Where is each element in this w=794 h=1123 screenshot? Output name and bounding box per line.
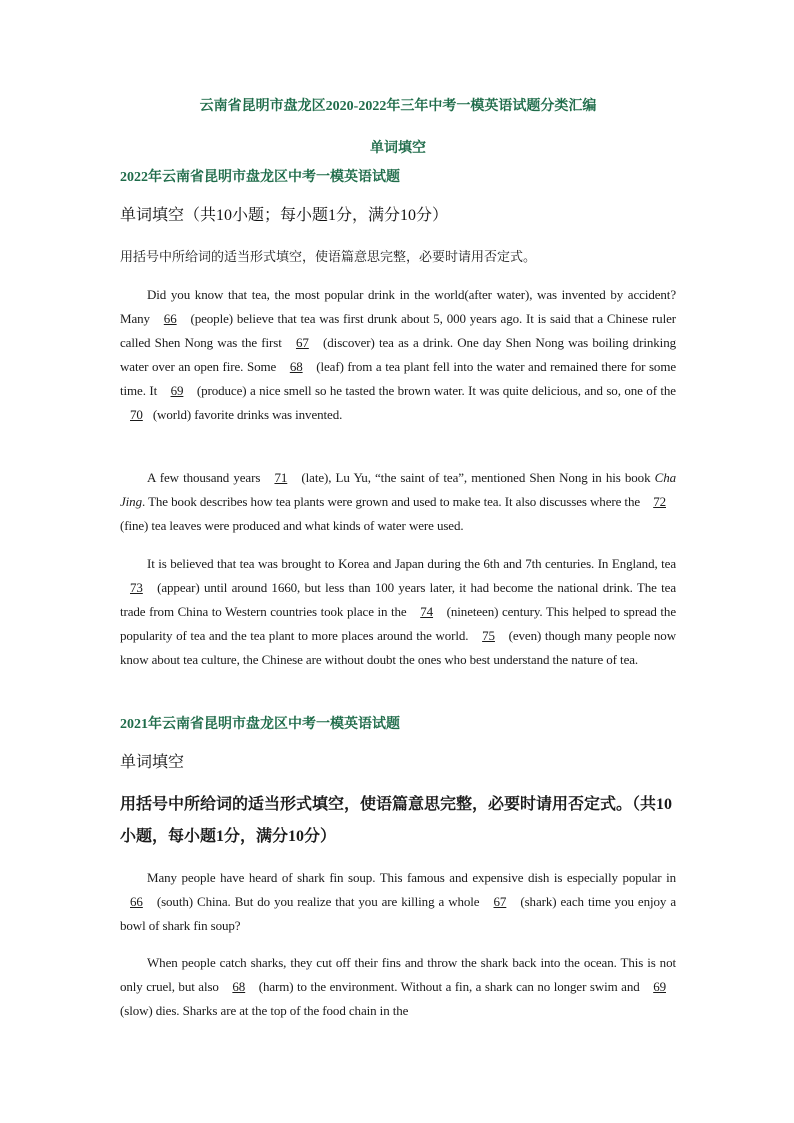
passage-2022-paragraph-3 <box>120 552 676 672</box>
blank-73[interactable]: 73 <box>130 580 143 595</box>
passage-2021-paragraph-2 <box>120 951 676 1023</box>
text-segment: Did you know that tea, the most popular drink in the world(after water), was invented by accident? Many <box>120 287 676 326</box>
blank-72[interactable]: 72 <box>653 494 666 509</box>
section-2021-heading: 单词填空 <box>120 754 185 771</box>
blank-75[interactable]: 75 <box>482 628 495 643</box>
blank-2021-69[interactable]: 69 <box>653 979 666 994</box>
blank-2021-67[interactable]: 67 <box>493 894 507 909</box>
text-segment: (even) though many people now know about tea culture, the Chinese are without doubt the ones who best understand the nature of tea. <box>120 628 676 667</box>
document-subtitle: 单词填空 <box>370 141 426 156</box>
section-2022-heading: 单词填空（共10小题；每小题1分，满分10分） <box>120 207 449 224</box>
section-2022-instruction: 用括号中所给词的适当形式填空，使语篇意思完整，必要时请用否定式。 <box>120 249 537 264</box>
blank-2021-66[interactable]: 66 <box>130 894 143 909</box>
section-2021-title: 2021年云南省昆明市盘龙区中考一模英语试题 <box>120 717 400 732</box>
text-segment: . The book describes how tea plants were grown and used to make tea. It also discusses where the <box>141 494 644 509</box>
text-segment: (people) believe that tea was first drunk about 5, 000 years ago. It is said that a Chinese ruler called Shen Nong was the first <box>120 311 676 350</box>
blank-70[interactable]: 70 <box>130 407 143 422</box>
blank-69[interactable]: 69 <box>170 383 184 398</box>
text-segment: (appear) until around 1660, but less than 100 years later, it had become the national drink. The tea trade from China to Western countries took place in the <box>120 580 676 619</box>
text-segment: (fine) tea leaves were produced and what kinds of water were used. <box>120 518 464 533</box>
text-segment: When people catch sharks, they cut off their fins and throw the shark back into the ocean. This is not only cruel, but also <box>120 955 676 994</box>
passage-2022-paragraph-1 <box>120 283 676 427</box>
passage-2021-paragraph-1 <box>120 866 676 938</box>
text-segment: (produce) a nice smell so he tasted the brown water. It was quite delicious, and so, one of the <box>193 383 676 398</box>
text-segment: A few thousand years <box>147 470 265 485</box>
text-segment: It is believed that tea was brought to Korea and Japan during the 6th and 7th centuries. In England, tea <box>147 556 676 571</box>
blank-67[interactable]: 67 <box>295 335 309 350</box>
text-segment: (shark) each time you enjoy a bowl of shark fin soup? <box>120 894 676 933</box>
text-segment: (leaf) from a tea plant fell into the water and remained there for some time. It <box>120 359 676 398</box>
text-segment: (late), Lu Yu, “the saint of tea”, mentioned Shen Nong in his book <box>297 470 655 485</box>
text-segment: (slow) dies. Sharks are at the top of the food chain in the <box>120 1003 409 1018</box>
section-2022-title: 2022年云南省昆明市盘龙区中考一模英语试题 <box>120 170 400 185</box>
text-segment: (nineteen) century. This helped to spread the popularity of tea and the tea plant to more places around the world. <box>120 604 676 643</box>
blank-71[interactable]: 71 <box>274 470 288 485</box>
blank-74[interactable]: 74 <box>420 604 434 619</box>
text-segment: (harm) to the environment. Without a fin, a shark can no longer swim and <box>255 979 644 994</box>
book-title: Cha Jing <box>120 470 676 509</box>
document-title: 云南省昆明市盘龙区2020-2022年三年中考一模英语试题分类汇编 <box>199 99 597 114</box>
text-segment: (discover) tea as a drink. One day Shen Nong was boiling drinking water over an open fire. Some <box>120 335 676 374</box>
text-segment: Many people have heard of shark fin soup. This famous and expensive dish is especially popular in <box>147 870 676 885</box>
blank-68[interactable]: 68 <box>289 359 303 374</box>
blank-66[interactable]: 66 <box>163 311 177 326</box>
passage-2022-paragraph-2 <box>120 466 676 538</box>
text-segment: (south) China. But do you realize that you are killing a whole <box>152 894 484 909</box>
text-segment: (world) favorite drinks was invented. <box>152 407 343 422</box>
section-2021-instruction: 用括号中所给词的适当形式填空，使语篇意思完整，必要时请用否定式。（共10小题，每小题1分，满分10分） <box>120 796 673 845</box>
blank-2021-68[interactable]: 68 <box>232 979 246 994</box>
